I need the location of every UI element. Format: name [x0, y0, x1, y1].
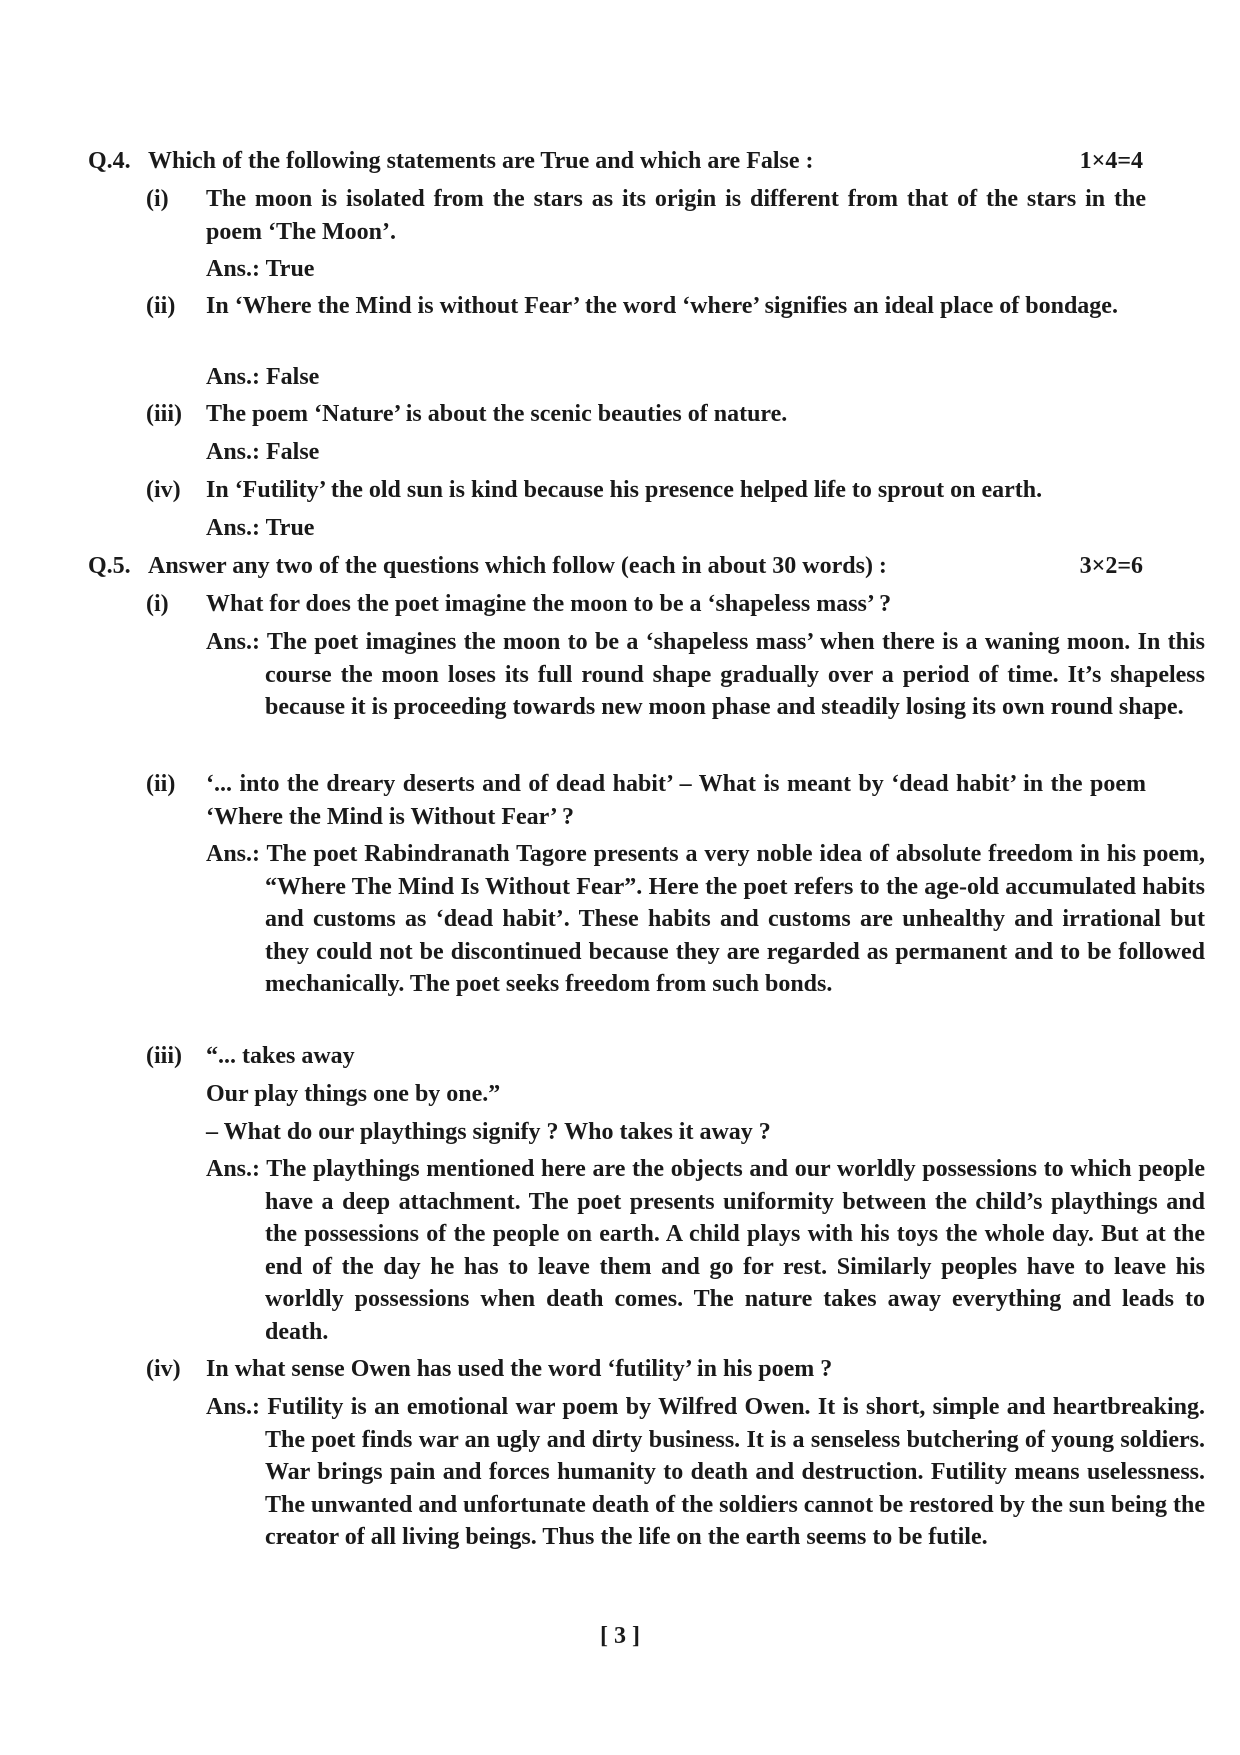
question-text: Which of the following statements are True and which are False :: [148, 148, 814, 174]
item-roman: (iv): [146, 1356, 181, 1382]
page-number: [ 3 ]: [600, 1623, 640, 1649]
question-marks: 3×2=6: [1079, 553, 1143, 579]
q5-item-iii-line3: – What do our playthings signify ? Who takes it away ?: [206, 1119, 771, 1145]
item-text: In ‘Where the Mind is without Fear’ the word ‘where’ signifies an ideal place of bondage.: [206, 293, 1118, 319]
q5-answer-iv: Ans.: Futility is an emotional war poem by Wilfred Owen. It is short, simple and heartbreaking. The poet finds war an ugly and dirty business. It is a senseless butchering of young soldiers. War brings pain and forces humanity to death and destruction. Futility means uselessness. The unwanted and unfortunate death of the soldiers cannot be restored by the sun being the creator of all living beings. Thus the life on the earth seems to be futile.: [206, 1394, 1205, 1550]
question-marks: 1×4=4: [1079, 148, 1143, 174]
q4-item-iii: [146, 398, 1146, 431]
item-roman: (iii): [146, 1043, 182, 1069]
q4-answer-i: Ans.: True: [206, 256, 315, 282]
q4-answer-ii: Ans.: False: [206, 364, 320, 390]
item-text-content: ‘... into the dreary deserts and of dead habit’ – What is meant by ‘dead habit’ in the poem ‘Where the Mind is Without Fear’ ?: [206, 771, 1146, 830]
item-roman: (ii): [146, 293, 176, 319]
item-roman: (iv): [146, 477, 181, 503]
q5-answer-iii: Ans.: The playthings mentioned here are the objects and our worldly possessions to which people have a deep attachment. The poet presents uniformity between the child’s playthings and the possessions of the people on earth. A child plays with his toys the whole day. But at the end of the day he has to leave them and go for rest. Similarly peoples have to leave his worldly possessions when death comes. The nature takes away everything and leads to death.: [206, 1156, 1205, 1345]
q5-answer-ii: Ans.: The poet Rabindranath Tagore presents a very noble idea of absolute freedom in his poem, “Where The Mind Is Without Fear”. Here the poet refers to the age-old accumulated habits and customs as ‘dead habit’. These habits and customs are unhealthy and irrational but they could not be discontinued because they are regarded as permanent and to be followed mechanically. The poet seeks freedom from such bonds.: [206, 841, 1205, 997]
question-5-heading: [88, 550, 1148, 583]
question-number: Q.5.: [88, 553, 131, 579]
item-roman: (i): [146, 591, 169, 617]
item-text: In ‘Futility’ the old sun is kind because his presence helped life to sprout on earth.: [206, 477, 1043, 503]
item-roman: (i): [146, 186, 169, 212]
item-text: [206, 768, 1146, 833]
q5-item-ii: [146, 768, 1146, 833]
question-4-heading: [88, 145, 1148, 178]
q5-answer-i: Ans.: The poet imagines the moon to be a ‘shapeless mass’ when there is a waning moon. In this course the moon loses its full round shape gradually over a period of time. It’s shapeless because it is proceeding towards new moon phase and steadily losing its own round shape.: [206, 629, 1205, 720]
item-text: What for does the poet imagine the moon to be a ‘shapeless mass’ ?: [206, 591, 892, 617]
q4-item-iv: [146, 474, 1146, 507]
item-text: The moon is isolated from the stars as its origin is different from that of the stars in the poem ‘The Moon’.: [206, 186, 1146, 245]
item-roman: (ii): [146, 771, 176, 797]
q5-item-iii: [146, 1040, 1146, 1073]
q4-item-i: [146, 183, 1146, 248]
item-text: In what sense Owen has used the word ‘futility’ in his poem ?: [206, 1356, 833, 1382]
q4-answer-iv: Ans.: True: [206, 515, 315, 541]
q4-answer-iii: Ans.: False: [206, 439, 320, 465]
question-text: Answer any two of the questions which follow (each in about 30 words) :: [148, 553, 887, 579]
q5-item-i: [146, 588, 1146, 621]
question-number: Q.4.: [88, 148, 131, 174]
item-roman: (iii): [146, 401, 182, 427]
item-text: The poem ‘Nature’ is about the scenic beauties of nature.: [206, 401, 788, 427]
q4-item-ii: [146, 290, 1146, 323]
item-text: “... takes away: [206, 1043, 355, 1069]
q5-item-iii-line2: Our play things one by one.”: [206, 1081, 501, 1107]
q5-item-iv: [146, 1353, 1146, 1386]
